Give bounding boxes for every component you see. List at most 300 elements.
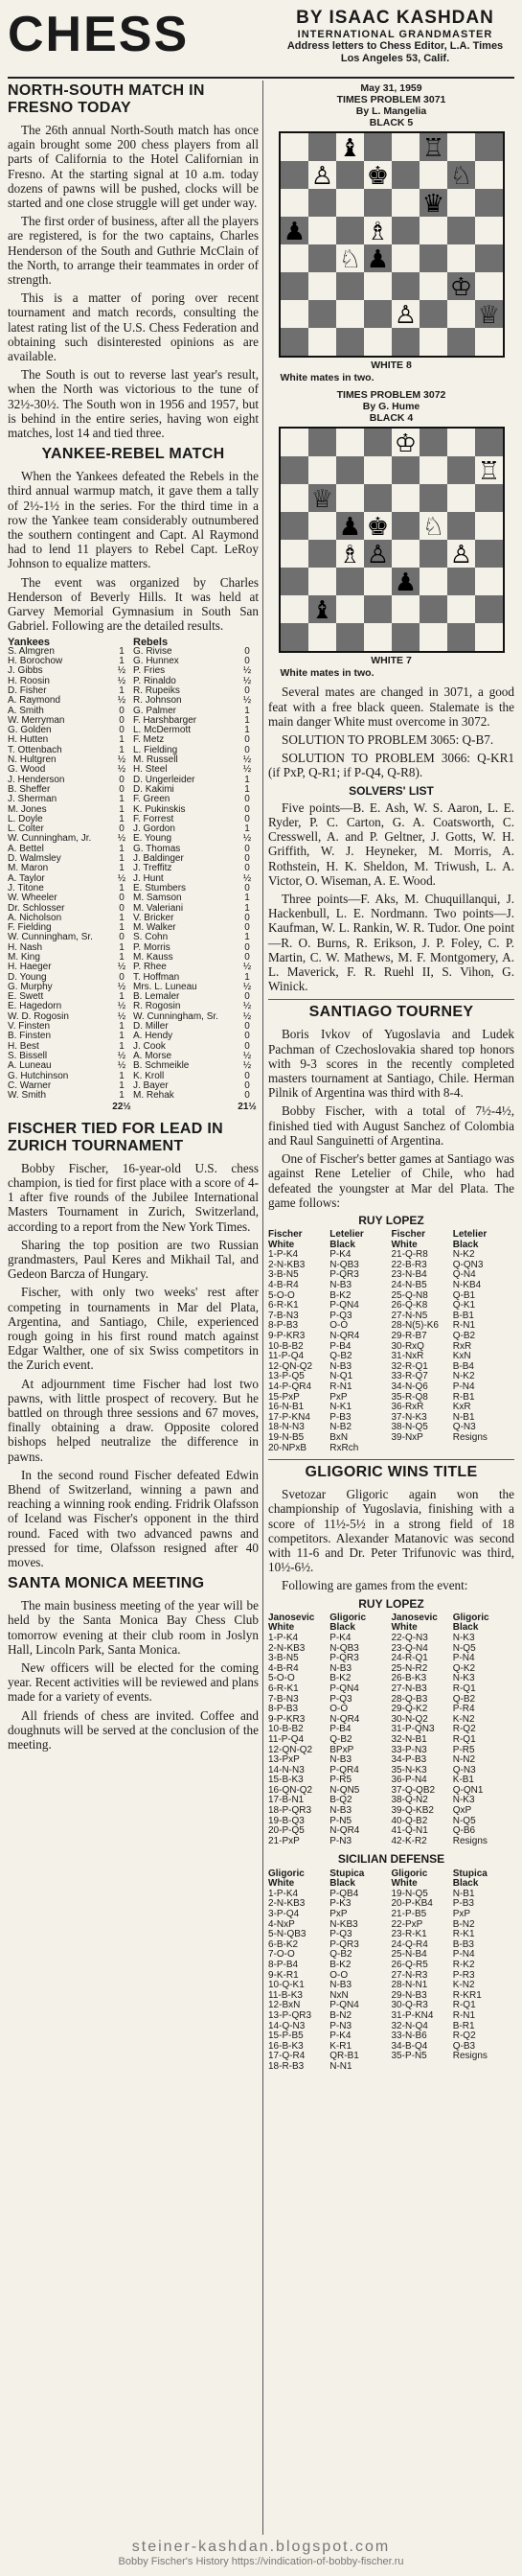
score: 1 [119, 794, 125, 805]
move: 24-N-B5 [391, 1280, 427, 1291]
board-square [392, 217, 420, 244]
left-column [8, 81, 259, 1755]
score: 0 [244, 803, 250, 815]
chess-piece-icon [366, 513, 388, 542]
board-square [281, 189, 308, 217]
move: 9-K-R1 [268, 1969, 299, 1981]
score: 0 [244, 1031, 250, 1042]
board-square [420, 300, 447, 328]
move: RxRch [329, 1442, 359, 1453]
move: P-Q3 [329, 1310, 352, 1321]
problem-title: TIMES PROBLEM 3071 [336, 94, 446, 105]
paragraph: The event was organized by Charles Henderson of Beverly Hills. It was held at Garvey Memorial Gymnasium in South San Gabriel. Following are the detailed results. [8, 574, 259, 634]
move: 33-P-N3 [391, 1744, 427, 1755]
black-caption: BLACK 5 [369, 117, 414, 128]
move: B-Q2 [329, 1795, 352, 1806]
move: B-B1 [452, 1310, 474, 1321]
board-square [447, 328, 475, 356]
score: ½ [242, 695, 252, 707]
column-divider [262, 81, 263, 2535]
score: ½ [117, 1001, 126, 1012]
board-square [420, 568, 447, 595]
move: 22-Q-N3 [391, 1632, 428, 1643]
move: N-B3 [329, 1662, 352, 1674]
move: 17-Q-R4 [268, 2051, 306, 2062]
headline-fischer-zurich: FISCHER TIED FOR LEAD IN ZURICH TOURNAMENT [8, 1120, 223, 1154]
board-square [420, 456, 447, 484]
board-square [364, 568, 392, 595]
score: ½ [242, 754, 252, 766]
score: ½ [242, 675, 252, 686]
score: 0 [244, 1040, 250, 1052]
chessboard-diagram [279, 427, 505, 653]
score: 1 [119, 1021, 125, 1033]
rebel-player: A. Morse [133, 1050, 172, 1061]
rebel-player: D. Kakimi [133, 783, 174, 795]
score: 0 [244, 744, 250, 755]
score: ½ [242, 1010, 252, 1022]
score: ½ [117, 675, 126, 686]
move-row [268, 2052, 514, 2062]
score: 1 [119, 803, 125, 815]
rebel-player: M. Valeriani [133, 902, 184, 914]
move: P-B3 [452, 1898, 474, 1910]
board-square [364, 300, 392, 328]
move: 39-Q-KB2 [391, 1805, 434, 1817]
move-row [268, 1433, 514, 1444]
move: P-N3 [329, 2020, 352, 2031]
move: 25-N-R2 [391, 1662, 428, 1674]
rebel-player: H. Steel [133, 764, 168, 776]
board-square [336, 217, 364, 244]
yankee-player: E. Hagedorn [8, 1001, 62, 1012]
move: P-N4 [452, 1949, 475, 1961]
rebel-player: V. Bricker [133, 912, 174, 923]
move: Q-B2 [452, 1693, 476, 1705]
move: 13-P-QR3 [268, 2009, 312, 2021]
white-caption: WHITE 8 [371, 360, 412, 371]
score: 1 [244, 902, 250, 914]
move: P-B4 [329, 1724, 352, 1735]
rebel-player: A. Hendy [133, 1031, 173, 1042]
yankee-player: G. Murphy [8, 981, 53, 992]
yankee-player: G. Wood [8, 764, 46, 776]
board-square [336, 595, 364, 623]
score: 1 [244, 893, 250, 904]
solvers-paragraph: Three points—F. Aks, M. Chuquillanqui, J. Hackenbull, L. E. Nordmann. Two points—J. Kaufman, W. L. Rankin, W. R. Tudor. One point—R. O. Burns, R. Erikson, J. P. Foley, C. P. Martin, C. W. Mathews, M. F. Montgomery, A. L. Maverick, F. R. Ruehl II, S. Vihon, G. Winick. [268, 892, 514, 994]
move: Q-B3 [452, 2040, 476, 2052]
rebel-player: L. Fielding [133, 744, 178, 755]
yankee-player: V. Finsten [8, 1021, 51, 1033]
rebel-player: G. Palmer [133, 705, 177, 716]
move: 13-PxP [268, 1754, 300, 1766]
move: 8-P-B3 [268, 1320, 299, 1332]
move: 18-N-N3 [268, 1422, 305, 1433]
footer-credit: Bobby Fischer's History https://vindication-of-bobby-fischer.ru [118, 2556, 404, 2567]
chess-piece-icon [338, 134, 360, 163]
move: 33-R-Q7 [391, 1371, 428, 1382]
move: 37-Q-QB2 [391, 1784, 436, 1796]
score: 1 [119, 991, 125, 1003]
move: 4-B-R4 [268, 1280, 299, 1291]
paragraph: One of Fischer's better games at Santiago was against Rene Letelier of Chile, who had defeated the youngster at Mar del Plata. The game follows: [268, 1151, 514, 1210]
score: ½ [242, 1050, 252, 1061]
move: N-K1 [329, 1402, 352, 1413]
move: N-QB3 [329, 1259, 359, 1270]
chess-piece-icon [449, 162, 471, 191]
move: R-K1 [452, 1929, 475, 1940]
score: 1 [119, 863, 125, 874]
board-square [336, 189, 364, 217]
move: R-Q1 [452, 1733, 476, 1745]
score: 1 [119, 656, 125, 667]
move: 2-N-KB3 [268, 1642, 306, 1654]
move: 27-N-B3 [391, 1683, 427, 1694]
byline: BY ISAAC KASHDAN [296, 8, 494, 28]
move: 11-P-Q4 [268, 1733, 305, 1745]
score: ½ [117, 695, 126, 707]
rebel-player: J. Cook [133, 1040, 166, 1052]
move: 10-Q-K1 [268, 1980, 305, 1991]
board-square [364, 623, 392, 651]
score: 1 [119, 941, 125, 953]
board-square [447, 595, 475, 623]
move: 16-B-K3 [268, 2040, 304, 2052]
solvers-list [268, 801, 514, 994]
move: 7-B-N3 [268, 1693, 299, 1705]
results-body [8, 647, 259, 1102]
move: Q-N4 [452, 1269, 476, 1281]
move: K-N2 [452, 1713, 475, 1725]
rebel-player: P. Fries [133, 665, 166, 677]
black-caption: BLACK 4 [369, 412, 414, 425]
move: R-Q2 [452, 2031, 476, 2042]
right-column [268, 81, 514, 2078]
results-header-rebels: Rebels [133, 636, 169, 648]
paragraph: The South is out to reverse last year's result, when the North was victorious to the tune of 32½-30½. The South won in 1956 and 1957, but is behind in the entire series, having won eight matches, lost 14 and tied three. [8, 367, 259, 441]
move: 29-R-B7 [391, 1331, 427, 1342]
move: Q-B6 [452, 1825, 476, 1837]
player-header: Fischer White [268, 1229, 303, 1250]
score: 1 [119, 734, 125, 746]
board-square [392, 161, 420, 189]
move: 26-Q-K8 [391, 1300, 428, 1311]
board-square [475, 623, 503, 651]
board-square [336, 300, 364, 328]
move: PxP [329, 1909, 348, 1920]
rebel-player: G. Thomas [133, 843, 181, 854]
table-row [8, 893, 259, 903]
move: 5-O-O [268, 1289, 295, 1301]
score: ½ [117, 665, 126, 677]
move: P-QN4 [329, 1683, 359, 1694]
score: ½ [242, 872, 252, 884]
move: 7-O-O [268, 1949, 295, 1961]
headline-yankee-rebel: YANKEE-REBEL MATCH [41, 446, 225, 463]
table-row [8, 1091, 259, 1101]
score: 1 [119, 1031, 125, 1042]
move: QxP [452, 1805, 472, 1817]
move: 15-PxP [268, 1391, 300, 1403]
chess-piece-icon [366, 162, 388, 191]
paragraph: New officers will be elected for the coming year. Recent activities will be reviewed and plans made for a variety of events. [8, 1660, 259, 1705]
move: Q-B2 [329, 1949, 352, 1961]
move: B-B4 [452, 1360, 474, 1372]
board-square [392, 272, 420, 300]
yankee-player: E. Swett [8, 991, 44, 1003]
score: 1 [119, 882, 125, 893]
move: R-KR1 [452, 1989, 482, 2001]
move: 18-P-QR3 [268, 1805, 312, 1817]
move: Q-B2 [329, 1351, 352, 1362]
move: 21-Q-R8 [391, 1249, 428, 1261]
score: 0 [119, 824, 125, 835]
score: 1 [119, 952, 125, 963]
move: 12-BxN [268, 2000, 301, 2011]
yankee-player: W. D. Rogosin [8, 1010, 69, 1022]
yankee-player: D. Walmsley [8, 853, 61, 865]
move: 36-RxR [391, 1402, 424, 1413]
move: 31-NxR [391, 1351, 424, 1362]
board-square [281, 133, 308, 161]
move: N-B3 [329, 1805, 352, 1817]
chess-piece-icon [394, 429, 416, 458]
move: 24-R-Q1 [391, 1653, 428, 1664]
board-square [364, 272, 392, 300]
move: N-K3 [452, 1795, 475, 1806]
stipulation: White mates in two. [280, 667, 374, 680]
move: P-R5 [452, 1744, 475, 1755]
board-square [392, 540, 420, 568]
board-square [420, 429, 447, 456]
move: 4-B-R4 [268, 1662, 299, 1674]
move: P-QB4 [329, 1888, 359, 1899]
yankee-player: H. Haeger [8, 962, 52, 973]
board-square [336, 456, 364, 484]
board-square [281, 300, 308, 328]
move: 3-B-N5 [268, 1269, 299, 1281]
move: 17-B-N1 [268, 1795, 305, 1806]
move: 18-R-B3 [268, 2060, 305, 2072]
move: 14-N-N3 [268, 1764, 305, 1775]
board-square [308, 429, 336, 456]
move: Resigns [452, 1431, 488, 1443]
move: 40-Q-B2 [391, 1815, 428, 1826]
move-row [268, 1837, 514, 1847]
board-square [475, 272, 503, 300]
rebel-player: G. Hunnex [133, 656, 179, 667]
move: Q-QN3 [452, 1259, 484, 1270]
move: 8-P-B3 [268, 1704, 299, 1715]
rebel-player: D. Miller [133, 1021, 169, 1033]
yankee-player: A. Smith [8, 705, 44, 716]
move: N-Q1 [329, 1371, 353, 1382]
move: P-B3 [329, 1411, 352, 1423]
yankee-player: J. Gibbs [8, 665, 43, 677]
move: 38-Q-N2 [391, 1795, 428, 1806]
chess-piece-icon [366, 245, 388, 274]
move: 30-RxQ [391, 1340, 424, 1352]
board-square [308, 272, 336, 300]
score: 0 [244, 843, 250, 854]
move: R-N1 [452, 1320, 476, 1332]
move: 23-Q-N4 [391, 1642, 428, 1654]
move: P-K4 [329, 2031, 352, 2042]
rebel-player: J. Treffitz [133, 863, 172, 874]
player-header: Letelier Black [329, 1229, 364, 1250]
move: 11-B-K3 [268, 1989, 303, 2001]
move: 32-N-B1 [391, 1733, 427, 1745]
move: 32-R-Q1 [391, 1360, 428, 1372]
results-header-yankees: Yankees [8, 636, 51, 648]
move: 23-R-K1 [391, 1929, 427, 1940]
score: 0 [244, 1079, 250, 1091]
problem-author: By L. Mangelia [355, 105, 427, 117]
move: 5-N-QB3 [268, 1929, 306, 1940]
move: N-N2 [452, 1754, 476, 1766]
move: O-O [329, 1969, 349, 1981]
move: NxN [329, 1989, 349, 2001]
score: ½ [242, 833, 252, 845]
total-rebels: 21½ [238, 1102, 257, 1113]
board-square [475, 568, 503, 595]
yankee-player: G. Golden [8, 725, 52, 736]
game-score-fischer-letelier [268, 1230, 514, 1453]
paragraph: Sharing the top position are two Russian grandmasters, Paul Keres and Mikhail Tal, and Gedeon Barcza of Hungary. [8, 1237, 259, 1282]
move: 11-P-Q4 [268, 1351, 305, 1362]
board-square [447, 456, 475, 484]
score: 0 [244, 863, 250, 874]
score: ½ [242, 764, 252, 776]
move: P-N4 [452, 1381, 475, 1393]
score: 0 [244, 991, 250, 1003]
move: PxP [452, 1909, 471, 1920]
chess-piece-icon [394, 569, 416, 597]
move: P-QR3 [329, 1269, 359, 1281]
board-square [475, 484, 503, 512]
move-row [268, 2062, 514, 2073]
move: 35-P-N5 [391, 2051, 427, 2062]
move: B-K2 [329, 1960, 352, 1970]
paragraph: Svetozar Gligoric again won the championship of Yugoslavia, finishing with a score of 11½-5½ in a strong field of 18 competitors. Alexander Matanovic was second with 11-6 and Dr. Peter Trifunovic was third, 10½-6½. [268, 1487, 514, 1575]
score: 1 [119, 853, 125, 865]
move-row [268, 1634, 514, 1644]
move: N-K3 [452, 1632, 475, 1643]
yankee-player: H. Roosin [8, 675, 50, 686]
board-square [392, 484, 420, 512]
move: P-N5 [329, 1815, 352, 1826]
move [453, 1444, 514, 1454]
score: 0 [244, 882, 250, 893]
move: 22-B-R3 [391, 1259, 427, 1270]
board-square [364, 328, 392, 356]
score: 1 [119, 1040, 125, 1052]
score: 1 [244, 783, 250, 795]
yankee-player: H. Hutten [8, 734, 49, 746]
board-square [420, 217, 447, 244]
yankee-player: W. Merryman [8, 714, 65, 726]
move: 19-N-Q5 [391, 1888, 428, 1899]
paragraph: The first order of business, after all the players are registered, is for the two captains, Charles Henderson of the South and Guthrie McClain of the North, to arrange their teammates in order of strength. [8, 214, 259, 288]
move: 41-Q-N1 [391, 1825, 428, 1837]
move: 6-R-K1 [268, 1683, 299, 1694]
board-square [364, 133, 392, 161]
move: R-B1 [452, 1391, 475, 1403]
chess-piece-icon [338, 245, 360, 274]
board-square [364, 189, 392, 217]
score: 0 [244, 922, 250, 934]
move: RxR [452, 1340, 472, 1352]
board-square [475, 161, 503, 189]
move: 21-PxP [268, 1835, 300, 1846]
yankee-player: M. Jones [8, 803, 47, 815]
rebel-player: M. Samson [133, 893, 182, 904]
move: B-N2 [452, 1918, 475, 1930]
board-square [447, 189, 475, 217]
yankee-player: A. Bettel [8, 843, 44, 854]
board-square [420, 484, 447, 512]
move: Q-QN1 [452, 1784, 484, 1796]
board-square [475, 595, 503, 623]
move [392, 1444, 453, 1454]
move: P-QR3 [329, 1653, 359, 1664]
board-square [392, 328, 420, 356]
score: ½ [242, 962, 252, 973]
score: 0 [119, 705, 125, 716]
move: B-K2 [329, 1673, 352, 1684]
move: N-KB3 [329, 1918, 358, 1930]
score: ½ [117, 962, 126, 973]
author-title: INTERNATIONAL GRANDMASTER [297, 29, 493, 40]
move: N-B2 [329, 1422, 352, 1433]
yankee-player: A. Nicholson [8, 912, 62, 923]
yankee-player: L. Colter [8, 824, 44, 835]
move: 30-Q-R3 [391, 2000, 428, 2011]
move: 28-N-N1 [391, 1980, 428, 1991]
move: 15-P-B5 [268, 2031, 304, 2042]
board-square [308, 217, 336, 244]
yankee-player: H. Best [8, 1040, 39, 1052]
chess-piece-icon [283, 218, 305, 246]
move: R-Q1 [452, 1683, 476, 1694]
score: 0 [244, 685, 250, 696]
move: 21-P-B5 [391, 1909, 427, 1920]
score: 1 [119, 912, 125, 923]
board-square [447, 623, 475, 651]
score: 0 [244, 813, 250, 824]
address-line-1: Address letters to Chess Editor, L.A. Times [286, 40, 504, 52]
rebel-player: M. Russell [133, 754, 178, 766]
board-square [281, 244, 308, 272]
board-square [392, 512, 420, 540]
board-square [308, 328, 336, 356]
move: Q-B2 [329, 1733, 352, 1745]
move: 16-N-B1 [268, 1402, 305, 1413]
move: 31-P-QN3 [391, 1724, 435, 1735]
yankee-player: S. Almgren [8, 645, 55, 657]
board-square [308, 568, 336, 595]
article-yankee-rebel [8, 469, 259, 633]
player-header: Janosevic White [391, 1612, 438, 1634]
rebel-player: Mrs. L. Luneau [133, 981, 197, 992]
move: B-R1 [452, 2020, 475, 2031]
game-header-row [268, 1869, 514, 1890]
move: 37-N-K3 [391, 1411, 427, 1423]
board-square [308, 623, 336, 651]
move: N-B3 [329, 1360, 352, 1372]
move: 14-P-QR4 [268, 1381, 312, 1393]
move: K-B1 [452, 1775, 474, 1786]
